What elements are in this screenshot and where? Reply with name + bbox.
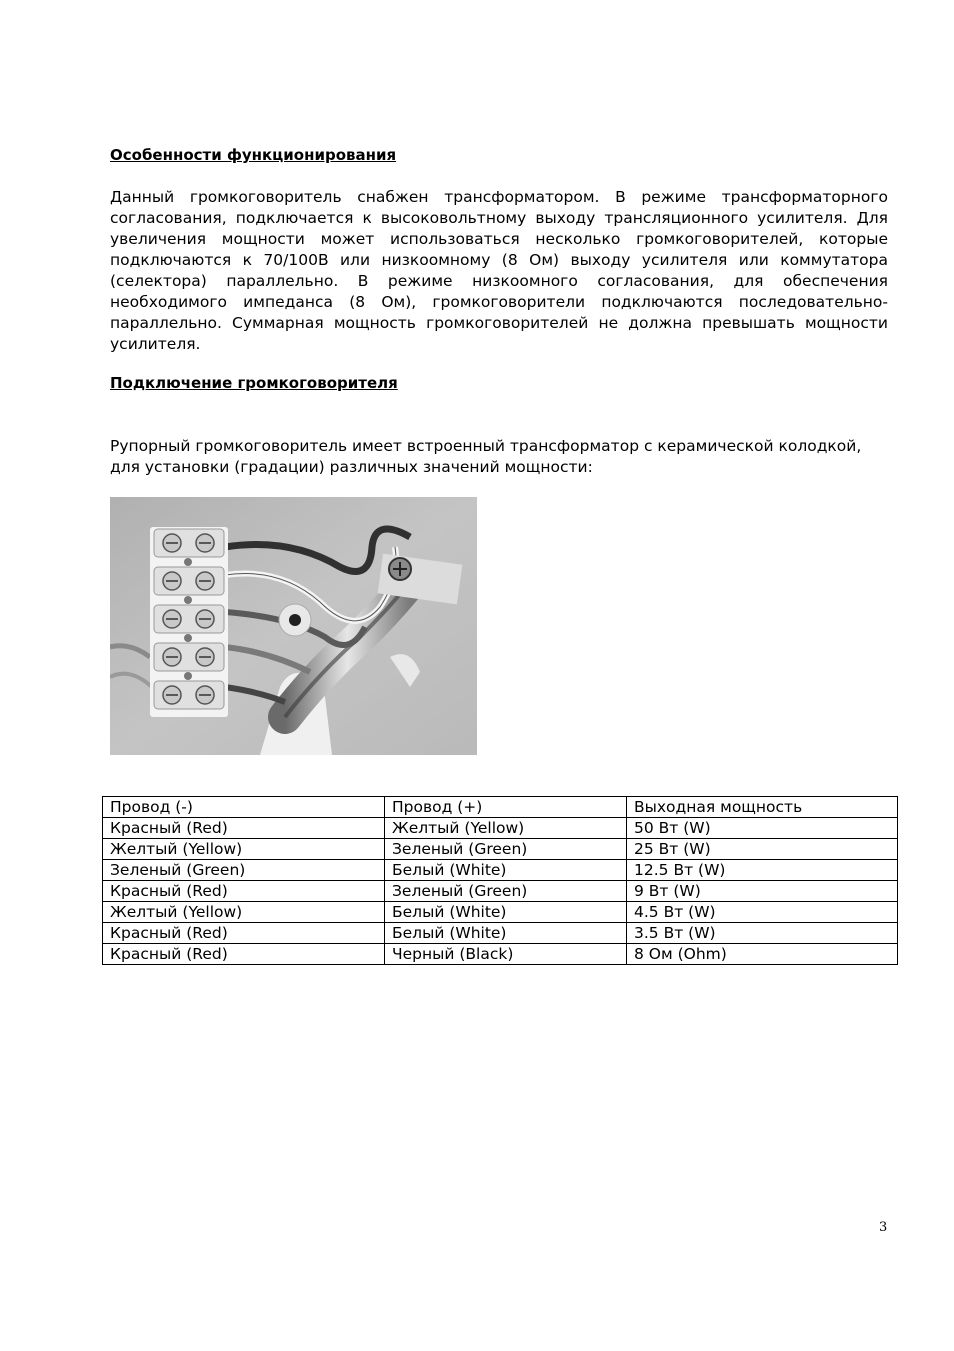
section-heading-operation: Особенности функционирования bbox=[110, 146, 397, 164]
table-cell: Красный (Red) bbox=[103, 944, 385, 965]
table-cell: 8 Ом (Ohm) bbox=[627, 944, 898, 965]
table-header-cell: Провод (+) bbox=[385, 797, 627, 818]
table-row bbox=[103, 944, 898, 965]
table-cell: Зеленый (Green) bbox=[103, 860, 385, 881]
connection-paragraph: Рупорный громкоговоритель имеет встроенный трансформатор с керамической колодкой, для установки (градации) различных значений мощности: bbox=[110, 437, 862, 476]
table-cell: Черный (Black) bbox=[385, 944, 627, 965]
page-number: 3 bbox=[879, 1220, 888, 1235]
table-row bbox=[103, 881, 898, 902]
operation-paragraph: Данный громкоговоритель снабжен трансформатором. В режиме трансформаторного согласования, подключается к высоковольтному выходу трансляционного усилителя. Для увеличения мощности может использоваться несколько громкоговорителей, которые подключаются к 70/100В или низкоомному (8 Ом) выходу усилителя или коммутатора (селектора) параллельно. В режиме низкоомного согласования, для обеспечения необходимого импеданса (8 Ом), громкоговорители подключаются последовательно-параллельно. Суммарная мощность громкоговорителей не должна превышать мощности усилителя. bbox=[110, 188, 888, 353]
table-cell: Желтый (Yellow) bbox=[103, 839, 385, 860]
table-cell: 12.5 Вт (W) bbox=[627, 860, 898, 881]
table-cell: Красный (Red) bbox=[103, 881, 385, 902]
wire-power-table bbox=[102, 796, 898, 965]
table-row bbox=[103, 818, 898, 839]
table-cell: 9 Вт (W) bbox=[627, 881, 898, 902]
table-row bbox=[103, 923, 898, 944]
table-cell: 3.5 Вт (W) bbox=[627, 923, 898, 944]
table-cell: 4.5 Вт (W) bbox=[627, 902, 898, 923]
table-header-cell: Выходная мощность bbox=[627, 797, 898, 818]
table-cell: Желтый (Yellow) bbox=[103, 902, 385, 923]
section-heading-connection: Подключение громкоговорителя bbox=[110, 374, 398, 392]
table-cell: Желтый (Yellow) bbox=[385, 818, 627, 839]
table-row bbox=[103, 902, 898, 923]
table-cell: 25 Вт (W) bbox=[627, 839, 898, 860]
table-cell: Красный (Red) bbox=[103, 923, 385, 944]
table-cell: Зеленый (Green) bbox=[385, 881, 627, 902]
table-header-row bbox=[103, 797, 898, 818]
table-row bbox=[103, 839, 898, 860]
table-cell: Красный (Red) bbox=[103, 818, 385, 839]
terminal-block-photo bbox=[110, 497, 477, 755]
table-cell: Белый (White) bbox=[385, 902, 627, 923]
table-cell: 50 Вт (W) bbox=[627, 818, 898, 839]
table-cell: Зеленый (Green) bbox=[385, 839, 627, 860]
table-cell: Белый (White) bbox=[385, 860, 627, 881]
table-cell: Белый (White) bbox=[385, 923, 627, 944]
table-header-cell: Провод (-) bbox=[103, 797, 385, 818]
table-row bbox=[103, 860, 898, 881]
